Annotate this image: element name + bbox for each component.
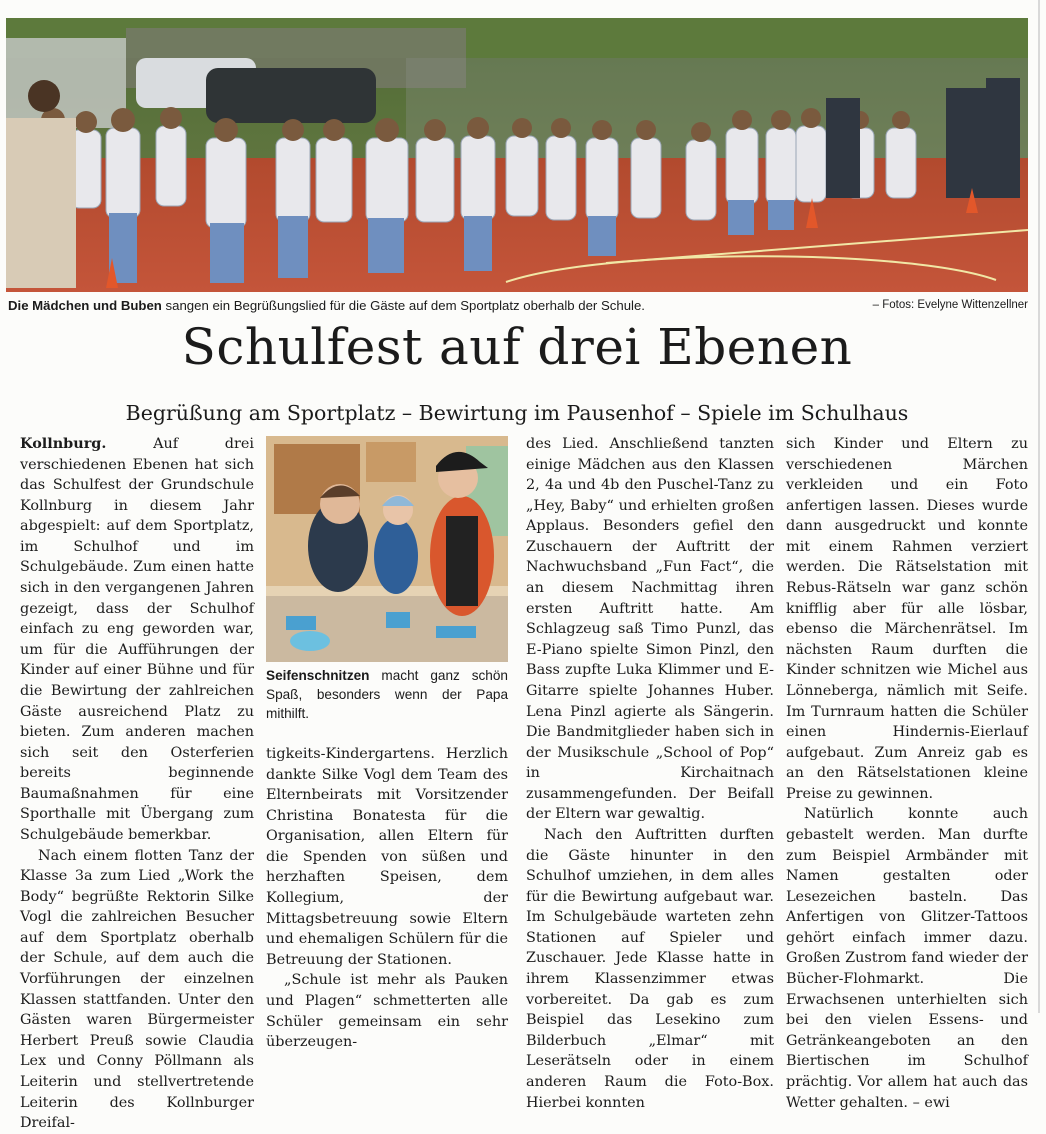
paragraph: des Lied. Anschließend tanzten einige Mädchen aus den Klassen 2, 4a und 4b den Puschel-Tanz zu „Hey, Baby“ und erhielten großen Applaus. Besonders gefiel den Zuschauern der Auftritt der Nachwuchsband „Fun Fact“, die an diesem Nachmittag ihren ersten Auftritt hatte. Am Schlagzeug saß Timo Punzl, das E-Piano spielte Simon Pinzl, den Bass zupfte Luka Klimmer und E-Gitarre spielte Johannes Huber. Lena Pinzl agierte als Sängerin. Die Bandmitglieder haben sich in der Musikschule „School of Pop“ in Kirchaitnach zusammengefunden. Der Beifall der Eltern war gewaltig. [526,436,774,823]
soap-carving-illustration [266,436,508,662]
paragraph: tigkeits-Kindergartens. Herzlich dankte Silke Vogl dem Team des Elternbeirats mit Vorsitzender Christina Bonatesta für die Organisation, allen Eltern für die Spenden von süßen und herzhaften Speisen, dem Kollegium, der Mittagsbetreuung sowie Eltern und ehemaligen Schülern für die Betreuung der Stationen. [266,746,508,968]
page-edge [1038,0,1040,1013]
article-column-4 [786,434,1028,1113]
article-column-3 [526,434,774,1113]
paragraph: Nach einem flotten Tanz der Klasse 3a zum Lied „Work the Body“ begrüßte Rektorin Silke Vogl die zahlreichen Besucher auf dem Sportplatz oberhalb der Schule, auf dem auch die Vorführungen der einzelnen Klassen stattfanden. Unter den Gästen waren Bürgermeister Herbert Preuß sowie Claudia Lex und Conny Pöllmann als Leiterin und stellvertretende Leiterin des Kollnburger Dreifal- [20,847,254,1132]
paragraph: „Schule ist mehr als Pauken und Plagen“ schmetterten alle Schüler gemeinsam ein sehr überzeugen- [266,972,508,1051]
dateline: Kollnburg. [20,435,107,452]
paragraph: Nach den Auftritten durften die Gäste hinunter in den Schulhof umziehen, in dem alles für die Bewirtung aufgebaut war. Im Schulgebäude warteten zehn Stationen auf Spieler und Zuschauer. Jede Klasse hatte in ihrem Klassenzimmer etwas vorbereitet. Da gab es zum Beispiel das Lesekino zum Bilderbuch „Elmar“ mit Leserätseln oder in einem anderen Raum die Foto-Box. Hierbei konnten [526,826,774,1111]
paragraph: sich Kinder und Eltern zu verschiedenen Märchen verkleiden und ein Foto anfertigen lassen. Dieses wurde dann ausgedruckt und konnte mit einem Rahmen verziert werden. Die Rätselstation mit Rebus-Rätseln war ganz schön knifflig aber für alle lösbar, ebenso die Märchenrätsel. Im nächsten Raum durften die Kinder schnitzen wie Michel aus Lönneberga, nämlich mit Seife. Im Turnraum hatten die Schüler einen Hindernis-Eierlauf aufgebaut. Zum Anreiz gab es an den Rätselstationen kleine Preise zu gewinnen. [786,436,1028,802]
headline: Schulfest auf drei Ebenen [181,318,853,376]
main-photo-caption [8,298,1028,313]
article-column-1 [20,434,254,1134]
main-photo-illustration [6,18,1028,292]
small-caption-lead: Seifenschnitzen [266,668,370,683]
small-caption-text: macht ganz schön Spaß, besonders wenn der Papa mithilft. [266,668,508,721]
soap-carving-photo [266,436,508,662]
soap-carving-caption [266,666,508,723]
article-column-2 [266,744,508,1053]
photo-credit: – Fotos: Evelyne Wittenzellner [872,299,1028,311]
paragraph-text: Natürlich konnte auch gebastelt werden. Man durfte zum Beispiel Armbänder mit Namen gestalten oder Lesezeichen basteln. Das Anfertigen von Glitzer-Tattoos gehört einfach immer dazu. Großen Zustrom fand wieder der Bücher-Flohmarkt. Die Erwachsenen unterhielten sich bei den vielen Essens- und Getränkeangeboten an den Biertischen im Schulhof prächtig. Vor allem hat auch das Wetter gehalten. [786,806,1028,1111]
main-caption-lead: Die Mädchen und Buben [8,298,162,313]
paragraph-text: Auf drei verschiedenen Ebenen hat sich das Schulfest der Grundschule Kollnburg in diesem Jahr abgespielt: auf dem Sportplatz, im Schulhof und im Schulgebäude. Zum einen hatte sich in den vergangenen Jahren gezeigt, dass der Schulhof einfach zu eng geworden war, um für die Aufführungen der Kinder auf einer Bühne und für die Bewirtung der zahlreichen Gäste ausreichend Platz zu bieten. Zum anderen machen sich seit den Osterferien bereits beginnende Baumaßnahmen für eine Sporthalle mit Übergang zum Schulgebäude bemerkbar. [20,436,254,843]
paragraph [786,804,1028,1113]
subhead: Begrüßung am Sportplatz – Bewirtung im Pausenhof – Spiele im Schulhaus [125,401,909,425]
author-signature: – ewi [908,1094,950,1111]
main-caption-text: sangen ein Begrüßungslied für die Gäste auf dem Sportplatz oberhalb der Schule. [161,298,645,313]
main-photo [6,18,1028,292]
paragraph [20,434,254,846]
